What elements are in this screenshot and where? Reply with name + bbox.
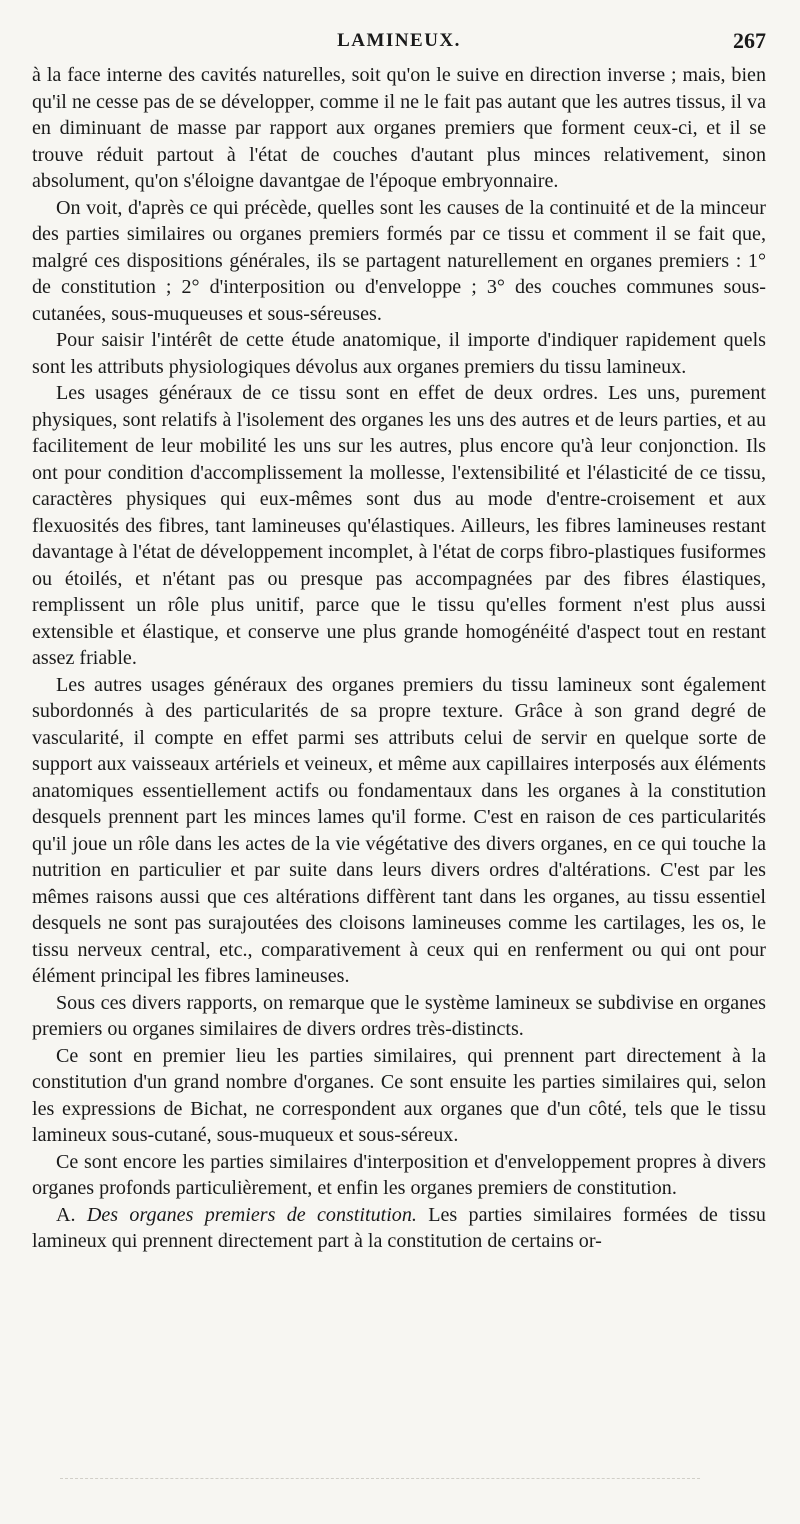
paragraph: Ce sont encore les parties similaires d'interposition et d'enveloppement propres à divers organes profonds particulièrement, et enfin les organes premiers de constitution. bbox=[32, 1150, 766, 1199]
section-text: Les parties similaires formées de tissu lamineux qui prennent directement part à la constitution de certains or- bbox=[32, 1203, 766, 1252]
page-number: 267 bbox=[733, 28, 766, 53]
paragraph: à la face interne des cavités naturelles, soit qu'on le suive en direction inverse ; mais, bien qu'il ne cesse pas de se développer, comme il ne le fait pas autant que les autres tissus, il va en diminuant de masse par rapport aux organes premiers que forment ceux-ci, et il se trouve réduit partout à l'état de couches d'autant plus minces relativement, sinon absolument, qu'on s'éloigne davantgae de l'époque embryonnaire. bbox=[32, 64, 766, 192]
section-a-paragraph bbox=[32, 1202, 766, 1255]
paragraph: On voit, d'après ce qui précède, quelles sont les causes de la continuité et de la minceur des parties similaires ou organes premiers formés par ce tissu et comment il se fait que, malgré ces dispositions générales, ils se partagent naturellement en organes premiers : 1° de constitution ; 2° d'interposition ou d'enveloppe ; 3° des couches communes sous-cutanées, sous-muqueuses et sous-séreuses. bbox=[32, 196, 766, 325]
section-label: A. bbox=[56, 1203, 76, 1226]
paragraph: Sous ces divers rapports, on remarque que le système lamineux se subdivise en organes premiers ou organes similaires de divers ordres très-distincts. bbox=[32, 991, 766, 1040]
print-bleed-line bbox=[60, 1478, 700, 1487]
paragraph: Pour saisir l'intérêt de cette étude anatomique, il importe d'indiquer rapidement quels sont les attributs physiologiques dévolus aux organes premiers du tissu lamineux. bbox=[32, 329, 766, 378]
page-header bbox=[32, 30, 766, 54]
section-title: Des organes premiers de constitution. bbox=[86, 1203, 417, 1226]
running-title: LAMINEUX. bbox=[337, 30, 461, 51]
paragraph: Les usages généraux de ce tissu sont en effet de deux ordres. Les uns, purement physiques, sont relatifs à l'isolement des organes les uns des autres et de leurs parties, et au facilitement de leur mobilité les uns sur les autres, plus encore qu'à leur conjonction. Ils ont pour condition d'accomplissement la mollesse, l'extensibilité et l'élasticité de ce tissu, caractères physiques qui eux-mêmes sont dus au mode d'entre-croisement et aux flexuosités des fibres, tant lamineuses qu'élastiques. Ailleurs, les fibres lamineuses restant davantage à l'état de développement incomplet, à l'état de corps fibro-plastiques fusiformes ou étoilés, et n'étant pas ou presque pas accompagnées par des fibres élastiques, remplissent un rôle plus unitif, parce que le tissu qu'elles forment n'est plus aussi extensible et élastique, et conserve une plus grande homogénéité d'aspect tout en restant assez friable. bbox=[32, 382, 766, 669]
paragraph: Ce sont en premier lieu les parties similaires, qui prennent part directement à la constitution d'un grand nombre d'organes. Ce sont ensuite les parties similaires qui, selon les expressions de Bichat, ne correspondent aux organes que d'un côté, tels que le tissu lamineux sous-cutané, sous-muqueux et sous-séreux. bbox=[32, 1044, 766, 1146]
paragraph: Les autres usages généraux des organes premiers du tissu lamineux sont également subordonnés à des particularités de sa propre texture. Grâce à son grand degré de vascularité, il compte en effet parmi ses attributs celui de servir en quelque sorte de support aux vaisseaux artériels et veineux, et même aux capillaires interposés aux éléments anatomiques essentiellement actifs ou fondamentaux dans les organes à la constitution desquels prennent part les minces lames qu'il forme. C'est en raison de ces particularités qu'il joue un rôle dans les actes de la vie végétative des divers organes, en ce qui touche la nutrition en particulier et par suite dans leurs divers ordres d'altérations. C'est par les mêmes raisons aussi que ces altérations diffèrent tant dans les organes, au tissu essentiel desquels ne sont pas surajoutées des cloisons lamineuses comme les cartilages, les os, le tissu nerveux central, etc., comparativement à ceux qui en renferment ou qui ont pour élément principal les fibres lamineuses. bbox=[32, 673, 766, 987]
body-text bbox=[32, 62, 766, 1255]
